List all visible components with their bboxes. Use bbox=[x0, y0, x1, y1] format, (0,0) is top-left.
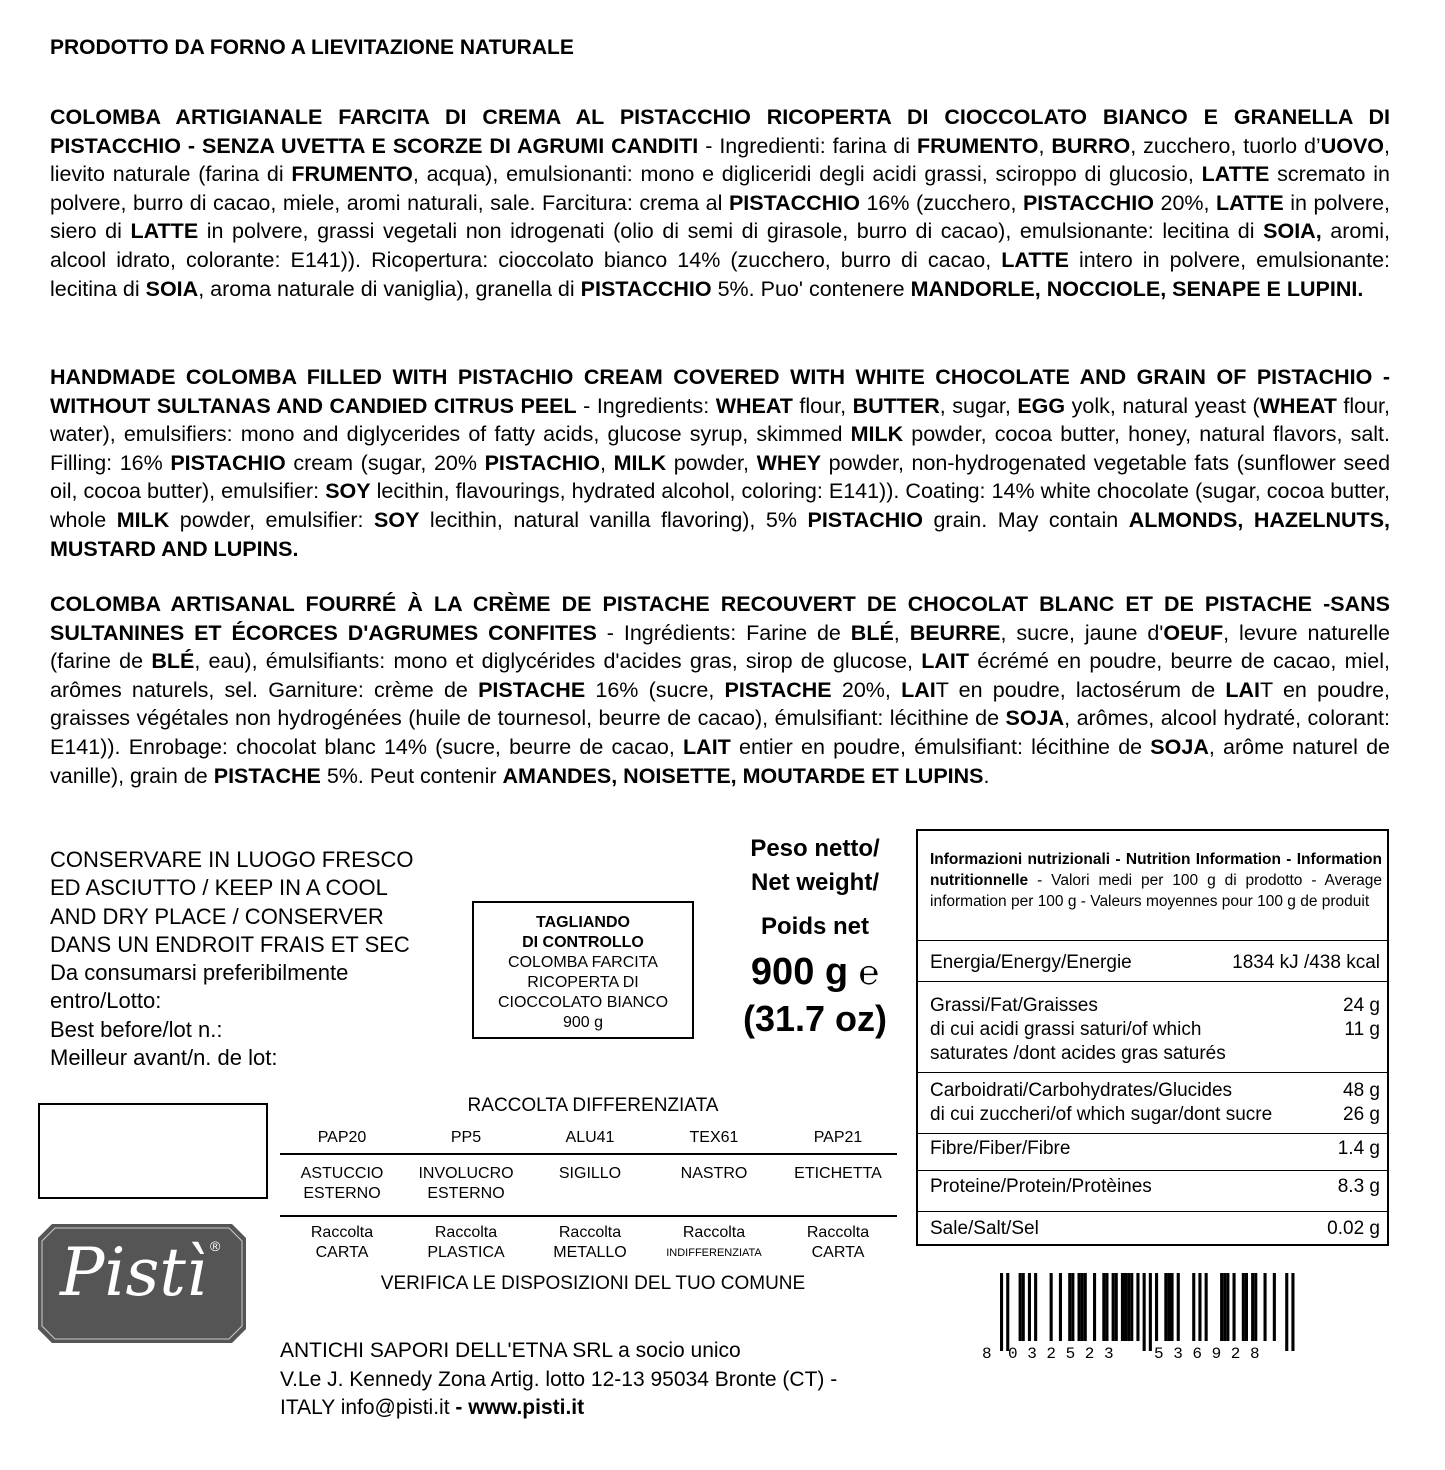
net-weight-label: Net weight/ bbox=[750, 869, 879, 896]
barcode-bar bbox=[1155, 1273, 1158, 1341]
recycling-item: NASTRO bbox=[680, 1165, 748, 1182]
nutrition-table bbox=[916, 829, 1389, 1246]
barcode-bar bbox=[1136, 1273, 1139, 1341]
recycling-item: ASTUCCIO ESTERNO bbox=[300, 1165, 384, 1202]
net-weight-oz: (31.7 oz) bbox=[742, 998, 888, 1039]
company-name: ANTICHI SAPORI DELL'ETNA SRL a socio unico bbox=[280, 1339, 741, 1362]
barcode-bar bbox=[1254, 1273, 1257, 1341]
barcode-bar bbox=[1223, 1273, 1226, 1341]
allergen-highlight: SOIA bbox=[145, 276, 199, 301]
allergen-highlight: LATTE bbox=[130, 219, 199, 244]
allergen-highlight: WHEAT bbox=[1259, 393, 1337, 418]
nutrition-value: 24 g bbox=[1343, 995, 1380, 1016]
barcode-group-left: 032523 bbox=[1008, 1345, 1124, 1363]
allergen-highlight: SOJA bbox=[1005, 706, 1065, 731]
barcode-bar bbox=[1233, 1273, 1236, 1341]
barcode-bar bbox=[1071, 1273, 1074, 1341]
barcode-bar bbox=[1059, 1273, 1062, 1341]
nutrition-row-fibre bbox=[918, 1133, 1387, 1170]
allergen-highlight: SOIA, bbox=[1263, 219, 1322, 244]
allergen-highlight: PISTACHIO bbox=[170, 450, 286, 475]
barcode-bar bbox=[1242, 1273, 1245, 1341]
barcode-bar bbox=[1291, 1273, 1294, 1351]
barcode-bar bbox=[1198, 1273, 1201, 1341]
nutrition-label: di cui acidi grassi saturi/of which bbox=[930, 1019, 1202, 1040]
allergen-highlight: BLÉ bbox=[850, 620, 894, 645]
storage-line: ED ASCIUTTO / KEEP IN A COOL bbox=[50, 875, 388, 901]
estimated-sign-icon: ℮ bbox=[858, 953, 880, 993]
recycling-footer: VERIFICA LE DISPOSIZIONI DEL TUO COMUNE bbox=[380, 1273, 806, 1294]
allergen-highlight: UOVO bbox=[1320, 133, 1385, 158]
barcode-bar bbox=[1019, 1273, 1022, 1341]
nutrition-value: 1834 kJ /438 kcal bbox=[1232, 952, 1380, 973]
recycling-code: ALU41 bbox=[565, 1129, 615, 1146]
company-address: V.Le J. Kennedy Zona Artig. lotto 12-13 95034 Bronte (CT) - bbox=[280, 1367, 838, 1391]
nutrition-header bbox=[930, 849, 1382, 912]
nutrition-value: 48 g bbox=[1343, 1080, 1380, 1101]
nutrition-header-title: Informazioni nutrizionali - Nutrition Information - Information nutritionnelle bbox=[930, 851, 1382, 889]
nutrition-value: 1.4 g bbox=[1337, 1138, 1380, 1159]
allergen-highlight: PISTACHIO bbox=[484, 450, 601, 475]
best-before-line: entro/Lotto: bbox=[50, 988, 162, 1014]
control-tag-title: DI CONTROLLO bbox=[522, 934, 644, 951]
nutrition-value: 0.02 g bbox=[1327, 1218, 1380, 1239]
barcode-bar bbox=[1115, 1273, 1118, 1341]
nutrition-label: Energia/Energy/Energie bbox=[930, 952, 1132, 973]
recycling-item: ETICHETTA bbox=[794, 1165, 882, 1182]
barcode-bar bbox=[1226, 1273, 1229, 1341]
net-weight-label: Peso netto/ bbox=[750, 835, 880, 862]
nutrition-label: Grassi/Fat/Graisses bbox=[930, 995, 1098, 1016]
barcode-bar bbox=[1078, 1273, 1081, 1341]
storage-line: DANS UN ENDROIT FRAIS ET SEC bbox=[50, 931, 410, 957]
barcode-bar bbox=[1112, 1273, 1115, 1341]
allergen-highlight: LAIT bbox=[683, 734, 731, 759]
recycling-item: SIGILLO bbox=[558, 1165, 622, 1182]
ingredients-english: HANDMADE COLOMBA FILLED WITH PISTACHIO CREAM COVERED WITH WHITE CHOCOLATE AND GRAIN OF PISTACHIO -WITHOUT SULTANAS AND CANDIED CITRUS PEEL - Ingredients: WHEAT flour, BUTTER, sugar, EGG yolk, natural yeast (WHEAT flour, water), emulsifiers: mono and diglycerides of fatty acids, glucose syrup, skimmed MILK powder, cocoa butter, honey, natural flavors, salt. Filling: 16% PISTACHIO cream (sugar, 20% PISTACHIO, MILK powder, WHEY powder, non-hydrogenated vegetable fats (sunflower seed oil, cocoa butter), emulsifier: SOY lecithin, flavourings, hydrated alcohol, coloring: E141)). Coating: 14% white chocolate (sugar, cocoa butter, whole MILK powder, emulsifier: SOY lecithin, natural vanilla flavoring), 5% PISTACHIO grain. May contain ALMONDS, HAZELNUTS, MUSTARD AND LUPINS. bbox=[50, 365, 1391, 561]
barcode-bar bbox=[1084, 1273, 1087, 1341]
control-tag-line: CIOCCOLATO BIANCO bbox=[497, 994, 669, 1011]
nutrition-row-salt bbox=[918, 1211, 1387, 1246]
barcode-bar bbox=[1171, 1273, 1174, 1341]
website-link: www.pisti.it bbox=[468, 1396, 585, 1419]
barcode bbox=[982, 1273, 1312, 1373]
barcode-bar bbox=[1167, 1273, 1170, 1341]
allergen-highlight: EGG bbox=[1017, 393, 1066, 418]
barcode-bar bbox=[1149, 1273, 1152, 1351]
allergen-highlight: PISTACHE bbox=[724, 677, 832, 702]
ingredients-french: COLOMBA ARTISANAL FOURRÉ À LA CRÈME DE PISTACHE RECOUVERT DE CHOCOLAT BLANC ET DE PISTACHE -SANS SULTANINES ET ÉCORCES D'AGRUMES CONFITES - Ingrédients: Farine de BLÉ, BEURRE, sucre, jaune d'OEUF, levure naturelle (farine de BLÉ, eau), émulsifiants: mono et diglycérides d'acides gras, sirop de glucose, LAIT écrémé en poudre, beurre de cacao, miel, arômes naturels, sel. Garniture: crème de PISTACHE 16% (sucre, PISTACHE 20%, LAIT en poudre, lactosérum de LAIT en poudre, graisses végétales non hydrogénées (huile de tournesol, beurre de cacao), émulsifiant: lécithine de SOJA, arômes, alcool hydraté, colorant: E141)). Enrobage: chocolat blanc 14% (sucre, beurre de cacao, LAIT entier en poudre, émulsifiant: lécithine de SOJA, arôme naturel de vanille), grain de PISTACHE 5%. Peut contenir AMANDES, NOISETTE, MOUTARDE ET LUPINS. bbox=[50, 592, 1390, 788]
allergen-highlight: BEURRE bbox=[909, 620, 1001, 645]
barcode-bars-icon bbox=[982, 1273, 1312, 1351]
barcode-first-digit: 8 bbox=[982, 1345, 992, 1363]
product-type-heading: PRODOTTO DA FORNO A LIEVITAZIONE NATURALE bbox=[50, 36, 574, 59]
barcode-bar bbox=[1093, 1273, 1096, 1341]
barcode-bar bbox=[1245, 1273, 1248, 1341]
allergen-highlight: PISTACCHIO bbox=[728, 190, 860, 215]
recycling-collection: Raccolta PLASTICA bbox=[427, 1224, 505, 1261]
allergen-highlight: ALMONDS, HAZELNUTS, MUSTARD AND LUPINS. bbox=[50, 507, 1391, 561]
barcode-bar bbox=[1251, 1273, 1254, 1341]
allergen-highlight: HANDMADE COLOMBA FILLED WITH PISTACHIO CREAM COVERED WITH WHITE CHOCOLATE AND GRAIN OF PISTACHIO -WITHOUT SULTANAS AND CANDIED CITRUS PEEL bbox=[50, 365, 1390, 418]
company-contact: ITALY info@pisti.it - www.pisti.it bbox=[280, 1396, 585, 1419]
nutrition-row-energy bbox=[918, 940, 1387, 981]
barcode-bar bbox=[1022, 1273, 1025, 1341]
ingredients-italian: COLOMBA ARTIGIANALE FARCITA DI CREMA AL PISTACCHIO RICOPERTA DI CIOCCOLATO BIANCO E GRANELLA DI PISTACCHIO - SENZA UVETTA E SCORZE DI AGRUMI CANDITI - Ingredienti: farina di FRUMENTO, BURRO, zucchero, tuorlo d’UOVO, lievito naturale (farina di FRUMENTO, acqua), emulsionanti: mono e digliceridi degli acidi grassi, sciroppo di glucosio, LATTE scremato in polvere, burro di cacao, miele, aromi naturali, sale. Farcitura: crema al PISTACCHIO 16% (zucchero, PISTACCHIO 20%, LATTE in polvere, siero di LATTE in polvere, grassi vegetali non idrogenati (olio di semi di girasole, burro di cacao), emulsionante: lecitina di SOIA, aromi, alcool idrato, colorante: E141)). Ricopertura: cioccolato bianco 14% (zucchero, burro di cacao, LATTE intero in polvere, emulsionante: lecitina di SOIA, aroma naturale di vaniglia), granella di PISTACCHIO 5%. Puo' contenere MANDORLE, NOCCIOLE, SENAPE E LUPINI. bbox=[50, 105, 1391, 301]
barcode-bar bbox=[1127, 1273, 1130, 1341]
barcode-bar bbox=[1105, 1273, 1108, 1341]
barcode-bar bbox=[1050, 1273, 1053, 1341]
barcode-bar bbox=[1000, 1273, 1003, 1351]
allergen-highlight: MANDORLE, NOCCIOLE, SENAPE E LUPINI. bbox=[910, 276, 1364, 301]
control-tag-line: COLOMBA FARCITA bbox=[508, 954, 658, 971]
allergen-highlight: FRUMENTO bbox=[291, 162, 413, 187]
nutrition-row-fat bbox=[918, 981, 1387, 1072]
barcode-bar bbox=[1220, 1273, 1223, 1341]
allergen-highlight: PISTACHIO bbox=[807, 507, 923, 532]
nutrition-label: di cui zuccheri/of which sugar/dont sucre bbox=[930, 1104, 1273, 1125]
allergen-highlight: COLOMBA ARTIGIANALE FARCITA DI CREMA AL PISTACCHIO RICOPERTA DI CIOCCOLATO BIANCO E GRANELLA DI PISTACCHIO - SENZA UVETTA E SCORZE DI AGRUMI CANDITI bbox=[50, 105, 1390, 158]
control-tag-line: RICOPERTA DI bbox=[527, 974, 639, 991]
barcode-bar bbox=[1068, 1273, 1071, 1341]
recycling-item: INVOLUCRO ESTERNO bbox=[418, 1165, 514, 1202]
allergen-highlight: OEUF bbox=[1163, 620, 1224, 645]
best-before-line: Meilleur avant/n. de lot: bbox=[50, 1045, 278, 1071]
net-weight-value: 900 g bbox=[750, 951, 849, 993]
recycling-code: PAP21 bbox=[813, 1129, 863, 1146]
allergen-highlight: MILK bbox=[850, 422, 904, 447]
barcode-group-right: 536928 bbox=[1154, 1345, 1270, 1363]
allergen-highlight: SOY bbox=[374, 507, 420, 532]
allergen-highlight: SOY bbox=[325, 479, 371, 504]
allergen-highlight: PISTACCHIO bbox=[1022, 190, 1154, 215]
barcode-bar bbox=[1164, 1273, 1167, 1341]
net-weight bbox=[730, 832, 900, 1041]
barcode-bar bbox=[1264, 1273, 1267, 1341]
control-tag-title: TAGLIANDO bbox=[536, 914, 630, 931]
recycling-collection: Raccolta METALLO bbox=[553, 1224, 627, 1261]
allergen-highlight: LATTE bbox=[1216, 190, 1284, 215]
allergen-highlight: FRUMENTO bbox=[917, 133, 1039, 158]
storage-line: AND DRY PLACE / CONSERVER bbox=[50, 903, 384, 929]
allergen-highlight: BLÉ bbox=[151, 649, 195, 674]
lot-date-box bbox=[38, 1103, 268, 1199]
nutrition-value: 8.3 g bbox=[1337, 1176, 1380, 1197]
recycling-collection: Raccolta CARTA bbox=[806, 1224, 870, 1261]
allergen-highlight: LAI bbox=[1225, 677, 1261, 702]
barcode-bar bbox=[1192, 1273, 1195, 1341]
recycling-collection: Raccolta CARTA bbox=[310, 1224, 374, 1261]
allergen-highlight: PISTACHE bbox=[478, 677, 586, 702]
barcode-bar bbox=[1273, 1273, 1276, 1341]
registered-icon: ® bbox=[210, 1238, 221, 1254]
barcode-bar bbox=[1102, 1273, 1105, 1341]
allergen-highlight: PISTACCHIO bbox=[580, 276, 712, 301]
control-tag bbox=[472, 901, 694, 1039]
recycling-code: PAP20 bbox=[317, 1129, 367, 1146]
barcode-bar bbox=[1081, 1273, 1084, 1341]
barcode-bar bbox=[1006, 1273, 1009, 1351]
allergen-highlight: WHEAT bbox=[715, 393, 793, 418]
nutrition-row-protein bbox=[918, 1170, 1387, 1211]
pisti-logo bbox=[38, 1224, 246, 1343]
nutrition-header-text: - Valori medi per 100 g di prodotto - Average information per 100 g - Valeurs moyennes pour 100 g de produit bbox=[930, 872, 1382, 910]
allergen-highlight: LAI bbox=[901, 677, 936, 702]
allergen-highlight: COLOMBA ARTISANAL FOURRÉ À LA CRÈME DE PISTACHE RECOUVERT DE CHOCOLAT BLANC ET DE PISTACHE -SANS SULTANINES ET ÉCORCES D'AGRUMES CONFITES bbox=[50, 592, 1390, 645]
allergen-highlight: SOJA bbox=[1150, 734, 1209, 759]
barcode-bar bbox=[1028, 1273, 1031, 1341]
best-before-line: Best before/lot n.: bbox=[50, 1016, 223, 1042]
allergen-highlight: BURRO bbox=[1051, 133, 1131, 158]
company-info bbox=[280, 1337, 920, 1423]
nutrition-value: 11 g bbox=[1344, 1019, 1380, 1040]
barcode-bar bbox=[1121, 1273, 1124, 1341]
nutrition-label: saturates /dont acides gras saturés bbox=[930, 1043, 1226, 1064]
recycling-divider bbox=[280, 1215, 897, 1217]
nutrition-label: Proteine/Protein/Protèines bbox=[930, 1176, 1152, 1197]
control-tag-line: 900 g bbox=[562, 1014, 604, 1031]
recycling-divider bbox=[280, 1153, 897, 1155]
storage-line: CONSERVARE IN LUOGO FRESCO bbox=[50, 847, 414, 872]
nutrition-value: 26 g bbox=[1343, 1104, 1380, 1125]
barcode-bar bbox=[1034, 1273, 1037, 1341]
allergen-highlight: AMANDES, NOISETTE, MOUTARDE ET LUPINS bbox=[502, 763, 984, 788]
allergen-highlight: WHEY bbox=[756, 450, 822, 475]
nutrition-label: Carboidrati/Carbohydrates/Glucides bbox=[930, 1080, 1233, 1101]
allergen-highlight: BUTTER bbox=[852, 393, 940, 418]
recycling-code: PP5 bbox=[450, 1129, 482, 1146]
barcode-bar bbox=[1124, 1273, 1127, 1341]
logo-text: Pistì bbox=[60, 1234, 208, 1311]
recycling-title: RACCOLTA DIFFERENZIATA bbox=[467, 1095, 719, 1116]
barcode-bar bbox=[1143, 1273, 1146, 1351]
barcode-bar bbox=[1285, 1273, 1288, 1351]
allergen-highlight: LATTE bbox=[1001, 247, 1069, 272]
nutrition-row-carbs bbox=[918, 1072, 1387, 1133]
allergen-highlight: LAIT bbox=[921, 649, 970, 674]
nutrition-label: Sale/Salt/Sel bbox=[930, 1218, 1039, 1239]
barcode-bar bbox=[1130, 1273, 1133, 1341]
allergen-highlight: MILK bbox=[613, 450, 667, 475]
allergen-highlight: LATTE bbox=[1201, 162, 1270, 187]
recycling-code: TEX61 bbox=[689, 1129, 739, 1146]
barcode-bar bbox=[1177, 1273, 1180, 1341]
best-before-line: Da consumarsi preferibilmente bbox=[50, 960, 349, 986]
recycling-collection: Raccolta INDIFFERENZIATA bbox=[666, 1224, 762, 1259]
nutrition-label: Fibre/Fiber/Fibre bbox=[930, 1138, 1071, 1159]
net-weight-label: Poids net bbox=[760, 913, 869, 940]
storage-instructions bbox=[50, 846, 470, 1072]
barcode-bar bbox=[1205, 1273, 1208, 1341]
allergen-highlight: MILK bbox=[116, 507, 170, 532]
allergen-highlight: PISTACHE bbox=[213, 763, 321, 788]
